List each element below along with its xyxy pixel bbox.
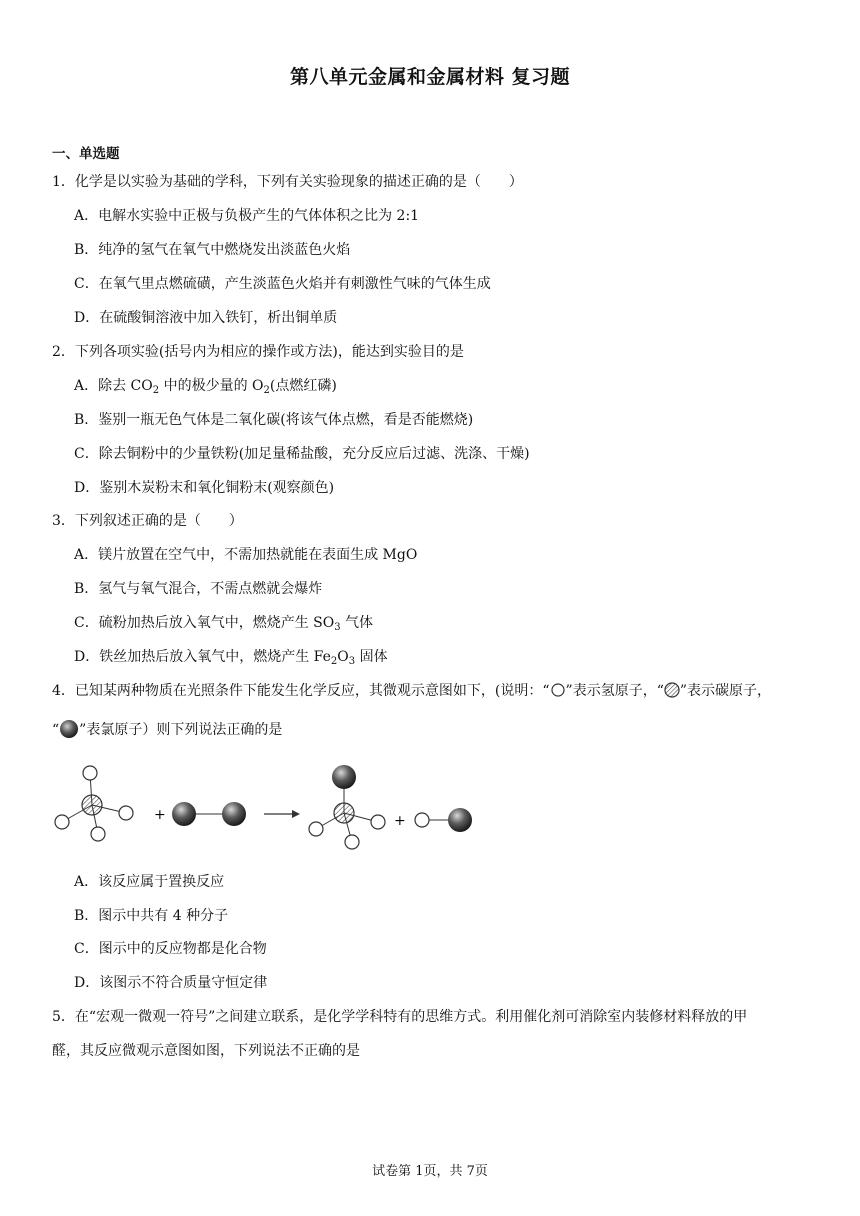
- question-4-option-a: A．该反应属于置换反应: [74, 874, 225, 890]
- question-3-option-a: A．镁片放置在空气中，不需加热就能在表面生成 MgO: [74, 547, 418, 563]
- chlorine-atom: [172, 802, 196, 826]
- hydrogen-atom: [371, 815, 385, 829]
- question-4-stem-line2: “ ”表氯原子）则下列说法正确的是: [52, 719, 282, 740]
- reaction-arrow-icon: [264, 810, 300, 818]
- hydrogen-atom: [345, 835, 359, 849]
- question-2-option-a: A．除去 $CO_2$ 中的极少量的 $O_2$(点燃红磷): [74, 378, 337, 396]
- section-heading: 一、单选题: [52, 146, 120, 162]
- methane-molecule: [55, 766, 133, 841]
- hydrogen-chloride-molecule: [415, 808, 472, 832]
- chlorine-atom: [332, 765, 356, 789]
- chlorine-atom: [222, 802, 246, 826]
- chloromethane-molecule: [309, 765, 385, 849]
- hydrogen-atom: [309, 822, 323, 836]
- question-1-option-c: C．在氧气里点燃硫磺，产生淡蓝色火焰并有刺激性气味的气体生成: [74, 276, 491, 292]
- question-1-option-b: B．纯净的氢气在氧气中燃烧发出淡蓝色火焰: [74, 242, 351, 258]
- question-2-option-b: B．鉴别一瓶无色气体是二氧化碳(将该气体点燃，看是否能燃烧): [74, 412, 474, 428]
- question-5-stem-line1: 5．在“宏观一微观一符号”之间建立联系，是化学学科特有的思维方式。利用催化剂可消除室内装修材料释放的甲: [52, 1009, 748, 1025]
- hydrogen-atom: [415, 813, 429, 827]
- question-3-stem: 3．下列叙述正确的是（ ）: [52, 513, 243, 529]
- hydrogen-atom-icon: [550, 682, 566, 698]
- page-title: 第八单元金属和金属材料 复习题: [289, 66, 571, 88]
- page-footer: 试卷第 1页，共 7页: [372, 1164, 488, 1179]
- question-1-option-a: A．电解水实验中正极与负极产生的气体体积之比为 2:1: [74, 208, 420, 224]
- question-2-stem: 2．下列各项实验(括号内为相应的操作或方法)，能达到实验目的是: [52, 344, 464, 360]
- question-3-option-c: C．硫粉加热后放入氧气中，燃烧产生 $SO_3$ 气体: [74, 615, 374, 633]
- question-2-option-d: D．鉴别木炭粉末和氧化铜粉末(观察颜色): [74, 480, 335, 496]
- hydrogen-atom: [83, 766, 97, 780]
- carbon-atom: [82, 795, 102, 815]
- carbon-atom: [334, 803, 354, 823]
- question-4-stem-line1: 4．已知某两种物质在光照条件下能发生化学反应，其微观示意图如下，(说明：“ ”表示氢原子，“ ”表示碳原子，: [52, 683, 772, 699]
- question-4-option-c: C．图示中的反应物都是化合物: [74, 941, 267, 957]
- question-3-option-b: B．氢气与氧气混合，不需点燃就会爆炸: [74, 581, 323, 597]
- hydrogen-atom: [91, 827, 105, 841]
- question-1-stem: 1．化学是以实验为基础的学科，下列有关实验现象的描述正确的是（ ）: [52, 174, 523, 190]
- plus-sign: +: [394, 813, 406, 829]
- chlorine-molecule: [172, 802, 246, 826]
- question-3-option-d: D．铁丝加热后放入氧气中，燃烧产生 $Fe_2O_3$ 固体: [74, 649, 388, 667]
- carbon-atom-icon: [664, 682, 680, 698]
- hydrogen-atom: [119, 806, 133, 820]
- question-4-option-d: D．该图示不符合质量守恒定律: [74, 975, 268, 991]
- question-2-option-c: C．除去铜粉中的少量铁粉(加足量稀盐酸，充分反应后过滤、洗涤、干燥): [74, 446, 530, 462]
- question-5-stem-line2: 醛，其反应微观示意图如图，下列说法不正确的是: [52, 1043, 360, 1059]
- chlorine-atom: [448, 808, 472, 832]
- reaction-diagram: [40, 758, 500, 858]
- chlorine-atom-icon: [59, 719, 79, 739]
- plus-sign: +: [154, 807, 166, 823]
- question-4-option-b: B．图示中共有 4 种分子: [74, 908, 229, 924]
- hydrogen-atom: [55, 815, 69, 829]
- question-1-option-d: D．在硫酸铜溶液中加入铁钉，析出铜单质: [74, 310, 338, 326]
